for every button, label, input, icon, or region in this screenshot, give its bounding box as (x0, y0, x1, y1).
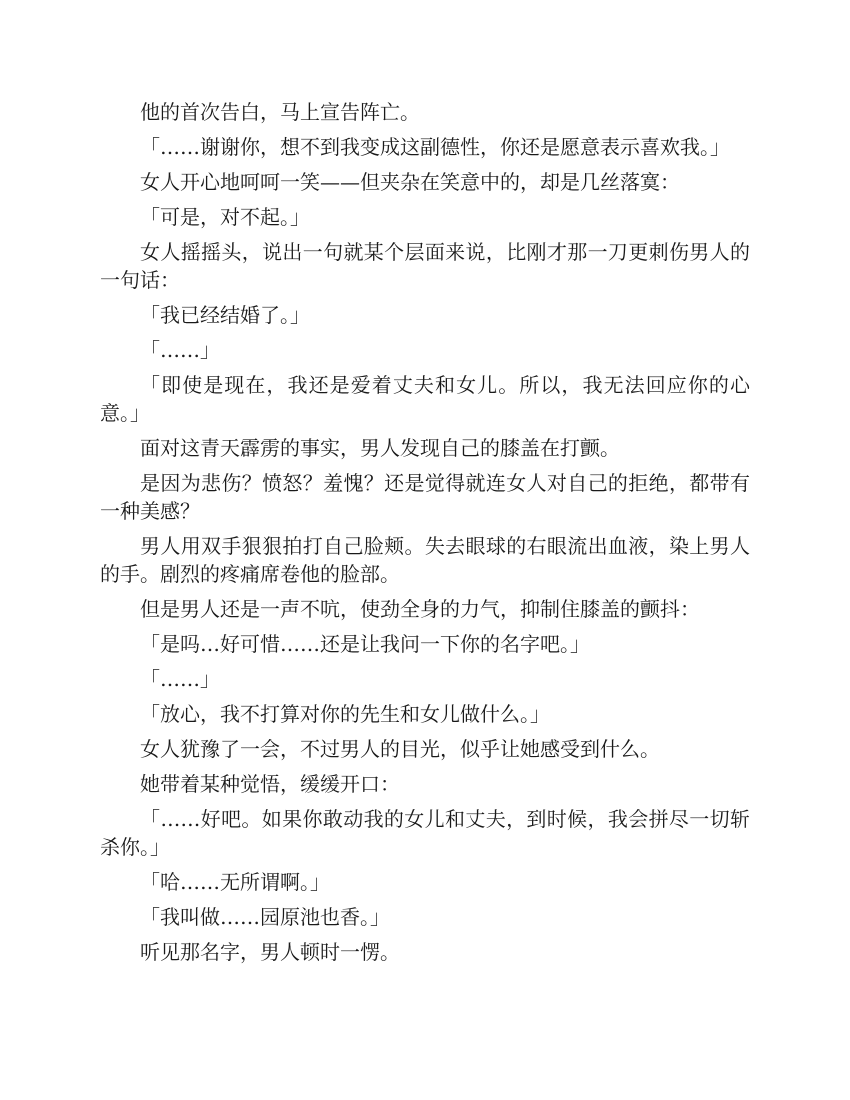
paragraph: 「即使是现在，我还是爱着丈夫和女儿。所以，我无法回应你的心意。」 (100, 373, 750, 425)
paragraph: 面对这青天霹雳的事实，男人发现自己的膝盖在打颤。 (140, 436, 620, 460)
paragraph: 「放心，我不打算对你的先生和女儿做什么。」 (140, 702, 550, 726)
paragraph: 「……好吧。如果你敢动我的女儿和丈夫，到时候，我会拼尽一切斩杀你。」 (100, 807, 750, 859)
paragraph: 听见那名字，男人顿时一愣。 (140, 940, 400, 964)
paragraph: 他的首次告白，马上宣告阵亡。 (140, 100, 420, 124)
paragraph: 「我已经结婚了。」 (140, 303, 310, 327)
paragraph: 她带着某种觉悟，缓缓开口： (140, 772, 400, 796)
paragraph: 「我叫做……园原池也香。」 (140, 905, 390, 929)
paragraph: 「是吗…好可惜……还是让我问一下你的名字吧。」 (140, 632, 590, 656)
paragraph: 「……」 (140, 338, 220, 362)
paragraph: 「……谢谢你，想不到我变成这副德性，你还是愿意表示喜欢我。」 (140, 135, 730, 159)
paragraph: 女人犹豫了一会，不过男人的目光，似乎让她感受到什么。 (140, 737, 660, 761)
paragraph: 男人用双手狠狠拍打自己脸颊。失去眼球的右眼流出血液，染上男人的手。剧烈的疼痛席卷他的脸部。 (100, 534, 750, 586)
paragraph: 女人开心地呵呵一笑——但夹杂在笑意中的，却是几丝落寞： (140, 170, 680, 194)
paragraph: 「……」 (140, 667, 220, 691)
paragraph: 是因为悲伤？愤怒？羞愧？还是觉得就连女人对自己的拒绝，都带有一种美感？ (100, 471, 750, 523)
paragraph: 但是男人还是一声不吭，使劲全身的力气，抑制住膝盖的颤抖： (140, 597, 700, 621)
paragraph: 「哈……无所谓啊。」 (140, 870, 330, 894)
document-page (100, 98, 750, 973)
paragraph: 女人摇摇头，说出一句就某个层面来说，比刚才那一刀更刺伤男人的一句话： (100, 240, 750, 292)
paragraph: 「可是，对不起。」 (140, 205, 310, 229)
